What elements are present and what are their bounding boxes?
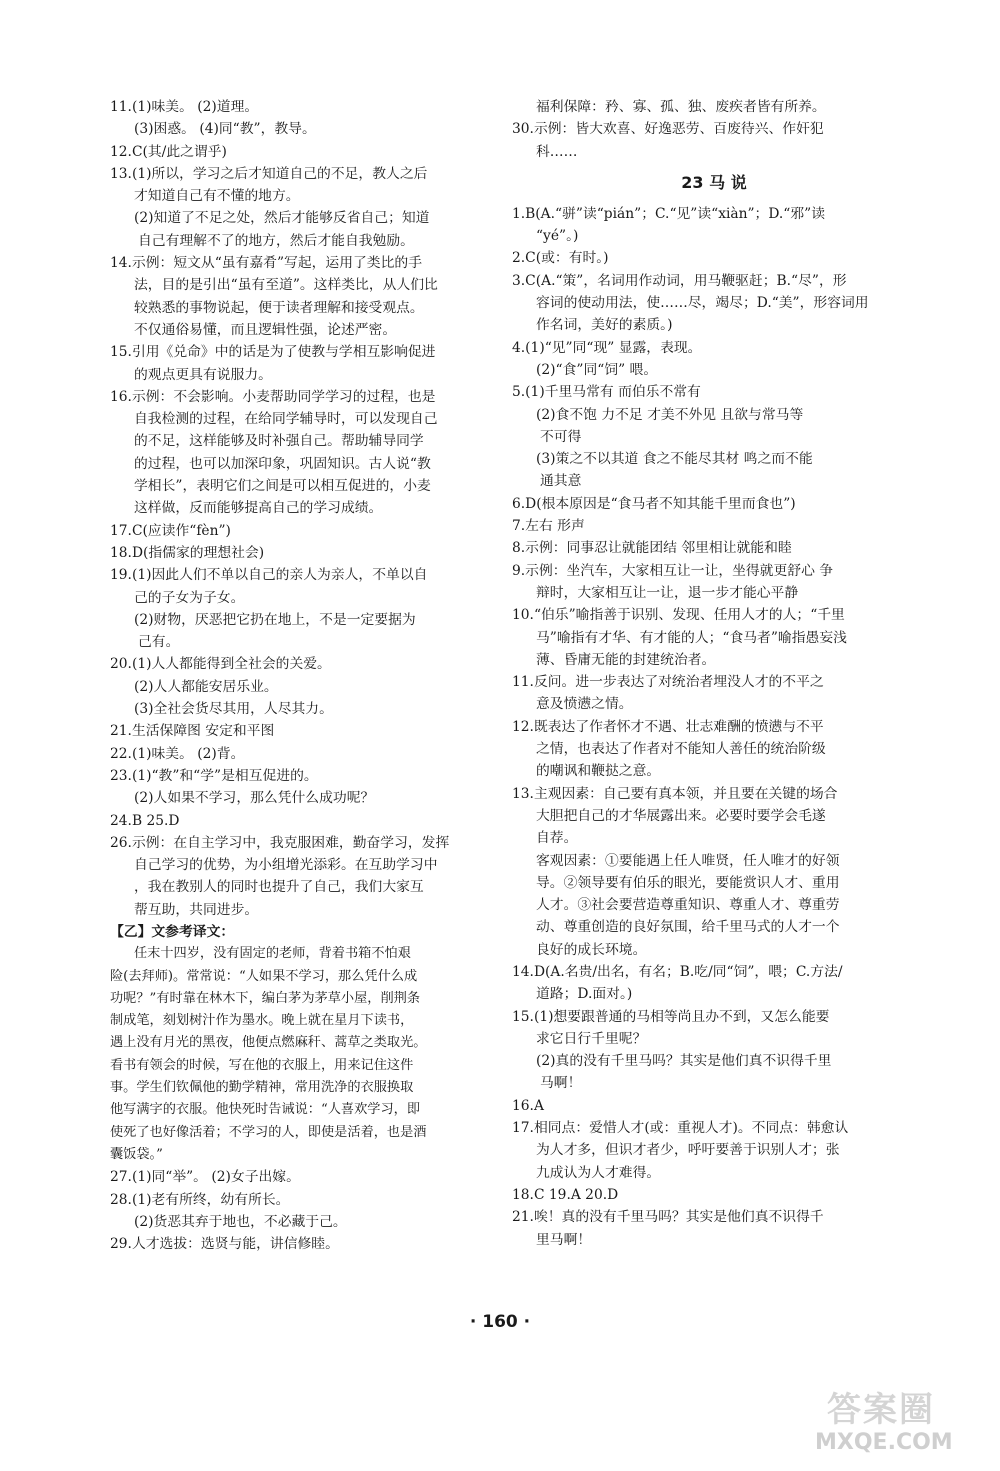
text-line: ，我在教别人的同时也提升了自己，我们大家互 [134, 879, 424, 896]
section-title: 23 马 说 [681, 172, 747, 192]
text-line: 人才。③社会要营造尊重知识、尊重人才、尊重劳 [536, 897, 840, 914]
text-line: 16.A [512, 1097, 544, 1114]
text-line: 11.(1)味美。 (2)道理。 [110, 99, 259, 115]
text-line: 己有。 [138, 634, 180, 651]
text-line: 15.引用《兑命》中的话是为了使教与学相互影响促进 [110, 344, 436, 361]
text-line: 13.主观因素：自己要有真本领，并且要在关键的场合 [512, 785, 838, 802]
text-line: 2.C(或：有时。) [512, 250, 609, 267]
text-line: (2)食不饱 力不足 才美不外见 且欲与常马等 [536, 406, 804, 423]
text-line: 功呢？”有时靠在林木下，编白茅为茅草小屋，削荆条 [110, 990, 421, 1006]
text-line: 马啊！ [540, 1075, 582, 1092]
text-line: 自荐。 [536, 830, 578, 847]
text-line: 20.(1)人人都能得到全社会的关爱。 [110, 656, 331, 673]
text-line: 他写满字的衣服。他快死时告诫说：“人喜欢学习，即 [110, 1102, 421, 1118]
text-line: 的不足，这样能够及时补强自己。帮助辅导同学 [134, 433, 424, 450]
text-line: 15.(1)想要跟普通的马相等尚且办不到，又怎么能要 [512, 1008, 830, 1025]
text-line: 30.示例：皆大欢喜、好逸恶劳、百废待兴、作奸犯 [512, 121, 824, 138]
text-line: 囊饭袋。” [110, 1146, 163, 1162]
text-line: 马”喻指有才华、有才能的人；“食马者”喻指愚妄浅 [536, 629, 847, 646]
text-line: 13.(1)所以，学习之后才知道自己的不足，教人之后 [110, 165, 428, 182]
text-line: “yé”。) [536, 228, 579, 245]
text-line: 不仅通俗易懂，而且逻辑性强，论述严密。 [134, 321, 397, 338]
text-line: 【乙】文参考译文： [110, 923, 235, 940]
right-column-top [512, 96, 916, 163]
text-line: 4.(1)“见”同“现” 显露，表现。 [512, 339, 702, 356]
text-line: 自己学习的优势，为小组增光添彩。在互助学习中 [134, 857, 438, 874]
text-line: 作名词，美好的素质。) [536, 317, 673, 334]
text-line: 帮互助，共同进步。 [134, 901, 259, 918]
text-line: 良好的成长环境。 [536, 941, 647, 958]
text-line: (2)财物，厌恶把它扔在地上，不是一定要据为 [134, 611, 416, 628]
watermark-url: MXQE.COM [815, 1430, 953, 1455]
text-line: 26.示例：在自主学习中，我克服困难，勤奋学习，发挥 [110, 834, 450, 851]
text-line: 容词的使动用法，使……尽，竭尽；D.“美”，形容词用 [536, 295, 869, 312]
text-line: 9.示例：坐汽车，大家相互让一让，坐得就更舒心 争 [512, 562, 834, 579]
text-line: (3)策之不以其道 食之不能尽其材 鸣之而不能 [536, 451, 813, 468]
text-line: 14.D(A.名贵/出名，有名；B.吃/同“饲”，喂；C.方法/ [512, 963, 843, 980]
page-number: · 160 · [469, 1312, 531, 1332]
text-line: (2)人人都能安居乐业。 [134, 678, 278, 695]
text-line: 这样做，反而能够提高自己的学习成绩。 [134, 500, 383, 517]
text-line: 才知道自己有不懂的地方。 [134, 188, 300, 205]
text-line: 21.生活保障图 安定和平图 [110, 723, 275, 740]
text-line: (3)困惑。 (4)同“教”，教导。 [134, 121, 316, 138]
text-line: 自己有理解不了的地方，然后才能自我勉励。 [138, 232, 414, 249]
text-line: 29.人才选拔：选贤与能，讲信修睦。 [110, 1236, 339, 1253]
text-line: 8.示例：同事忍让就能团结 邻里相让就能和睦 [512, 540, 792, 557]
text-line: (2)“食”同“饲” 喂。 [536, 361, 658, 378]
text-line: 22.(1)味美。 (2)背。 [110, 745, 245, 762]
text-line: 较熟悉的事物说起，便于读者理解和接受观点。 [134, 299, 424, 316]
text-line: 制成笔，刻划树汁作为墨水。晚上就在星月下读书， [110, 1013, 414, 1029]
text-line: 不可得 [540, 428, 582, 445]
text-line: 18.C 19.A 20.D [512, 1186, 619, 1203]
text-line: (2)货恶其弃于地也，不必藏于己。 [134, 1213, 347, 1230]
text-line: 道路；D.面对。) [536, 986, 633, 1003]
text-line: 19.(1)因此人们不单以自己的亲人为亲人，不单以自 [110, 567, 428, 584]
text-line: 通其意 [540, 473, 582, 490]
right-column [512, 96, 916, 1251]
text-line: 为人才多，但识才者少，呼吁要善于识别人才；张 [536, 1142, 840, 1159]
text-line: 事。学生们钦佩他的勤学精神，常用洗净的衣服换取 [110, 1080, 414, 1096]
text-line: 11.反问。进一步表达了对统治者埋没人才的不平之 [512, 674, 824, 691]
text-line: 使死了也好像活着；不学习的人，即使是活着，也是酒 [110, 1124, 427, 1140]
text-line: 12.既表达了作者怀才不遇、壮志难酬的愤懑与不平 [512, 718, 824, 735]
text-line: 自我检测的过程，在给同学辅导时，可以发现自己 [134, 411, 438, 428]
text-line: 学相长”，表明它们之间是可以相互促进的，小麦 [134, 478, 431, 495]
text-line: 任末十四岁，没有固定的老师，背着书箱不怕艰 [134, 946, 411, 962]
text-line: 27.(1)同“举”。 (2)女子出嫁。 [110, 1169, 300, 1186]
text-line: 1.B(A.“骈”读“pián”；C.“见”读“xiàn”；D.“邪”读 [512, 205, 826, 222]
text-line: 10.“伯乐”喻指善于识别、发现、任用人才的人；“千里 [512, 607, 845, 624]
text-line: 12.C(其/此之谓乎) [110, 143, 227, 160]
text-line: 导。②领导要有伯乐的眼光，要能赏识人才、重用 [536, 874, 840, 891]
text-line: 里马啊！ [536, 1231, 592, 1248]
text-line: (2)真的没有千里马吗？其实是他们真不识得千里 [536, 1053, 832, 1070]
text-line: 23.(1)“教”和“学”是相互促进的。 [110, 767, 318, 784]
text-line: 求它日行千里呢？ [536, 1030, 647, 1047]
text-line: 的观点更具有说服力。 [134, 366, 272, 383]
text-line: 意及愤懑之情。 [536, 696, 633, 713]
text-line: 险(去拜师)。常常说：“人如果不学习，那么凭什么成 [110, 968, 418, 984]
text-line: 福利保障：矜、寡、孤、独、废疾者皆有所养。 [536, 99, 826, 115]
watermark-logo [815, 1382, 995, 1462]
text-line: 遇上没有月光的黑夜，他便点燃麻秆、蒿草之类取光。 [110, 1035, 427, 1051]
text-line: 3.C(A.“策”，名词用作动词，用马鞭驱赶；B.“尽”，形 [512, 272, 847, 289]
watermark-text: 答案圈 [827, 1390, 935, 1430]
text-line: (2)知道了不足之处，然后才能够反省自己；知道 [134, 210, 430, 227]
text-line: 的嘲讽和鞭挞之意。 [536, 763, 661, 780]
text-line: 21.唉！真的没有千里马吗？其实是他们真不识得千 [512, 1209, 824, 1226]
text-line: 18.D(指儒家的理想社会) [110, 544, 265, 561]
text-line: (3)全社会货尽其用，人尽其力。 [134, 701, 333, 718]
text-line: 动、尊重创造的良好氛围，给千里马式的人才一个 [536, 919, 840, 936]
text-line: 17.相同点：爱惜人才(或：重视人才)。不同点：韩愈认 [512, 1120, 849, 1137]
text-line: (2)人如果不学习，那么凭什么成功呢？ [134, 790, 375, 807]
text-line: 九成认为人才难得。 [536, 1164, 661, 1181]
text-line: 17.C(应读作“fèn”) [110, 522, 231, 539]
text-line: 法，目的是引出“虽有至道”。这样类比，从人们比 [134, 277, 438, 294]
text-line: 16.示例：不会影响。小麦帮助同学学习的过程，也是 [110, 388, 436, 405]
text-line: 14.示例：短文从“虽有嘉肴”写起，运用了类比的手 [110, 255, 422, 272]
text-line: 科…… [536, 143, 578, 160]
text-line: 24.B 25.D [110, 812, 180, 829]
text-line: 看书有领会的时候，写在他的衣服上，用来记住这件 [110, 1057, 414, 1073]
text-line: 28.(1)老有所终，幼有所长。 [110, 1191, 290, 1208]
text-line: 之情，也表达了作者对不能知人善任的统治阶级 [536, 741, 826, 758]
text-line: 薄、昏庸无能的封建统治者。 [536, 651, 716, 668]
text-line: 辩时，大家相互让一让，退一步才能心平静 [536, 584, 799, 601]
right-column-answers [512, 203, 916, 1251]
text-line: 6.D(根本原因是“食马者不知其能千里而食也”) [512, 495, 796, 512]
text-line: 5.(1)千里马常有 而伯乐不常有 [512, 384, 701, 401]
text-line: 客观因素：①要能遇上任人唯贤，任人唯才的好领 [536, 852, 840, 869]
text-line: 己的子女为子女。 [134, 589, 245, 606]
text-line: 7.左右 形声 [512, 518, 585, 535]
left-column [110, 96, 510, 1255]
text-line: 的过程，也可以加深印象，巩固知识。古人说“教 [134, 455, 431, 472]
text-line: 大胆把自己的才华展露出来。必要时要学会毛遂 [536, 807, 826, 824]
